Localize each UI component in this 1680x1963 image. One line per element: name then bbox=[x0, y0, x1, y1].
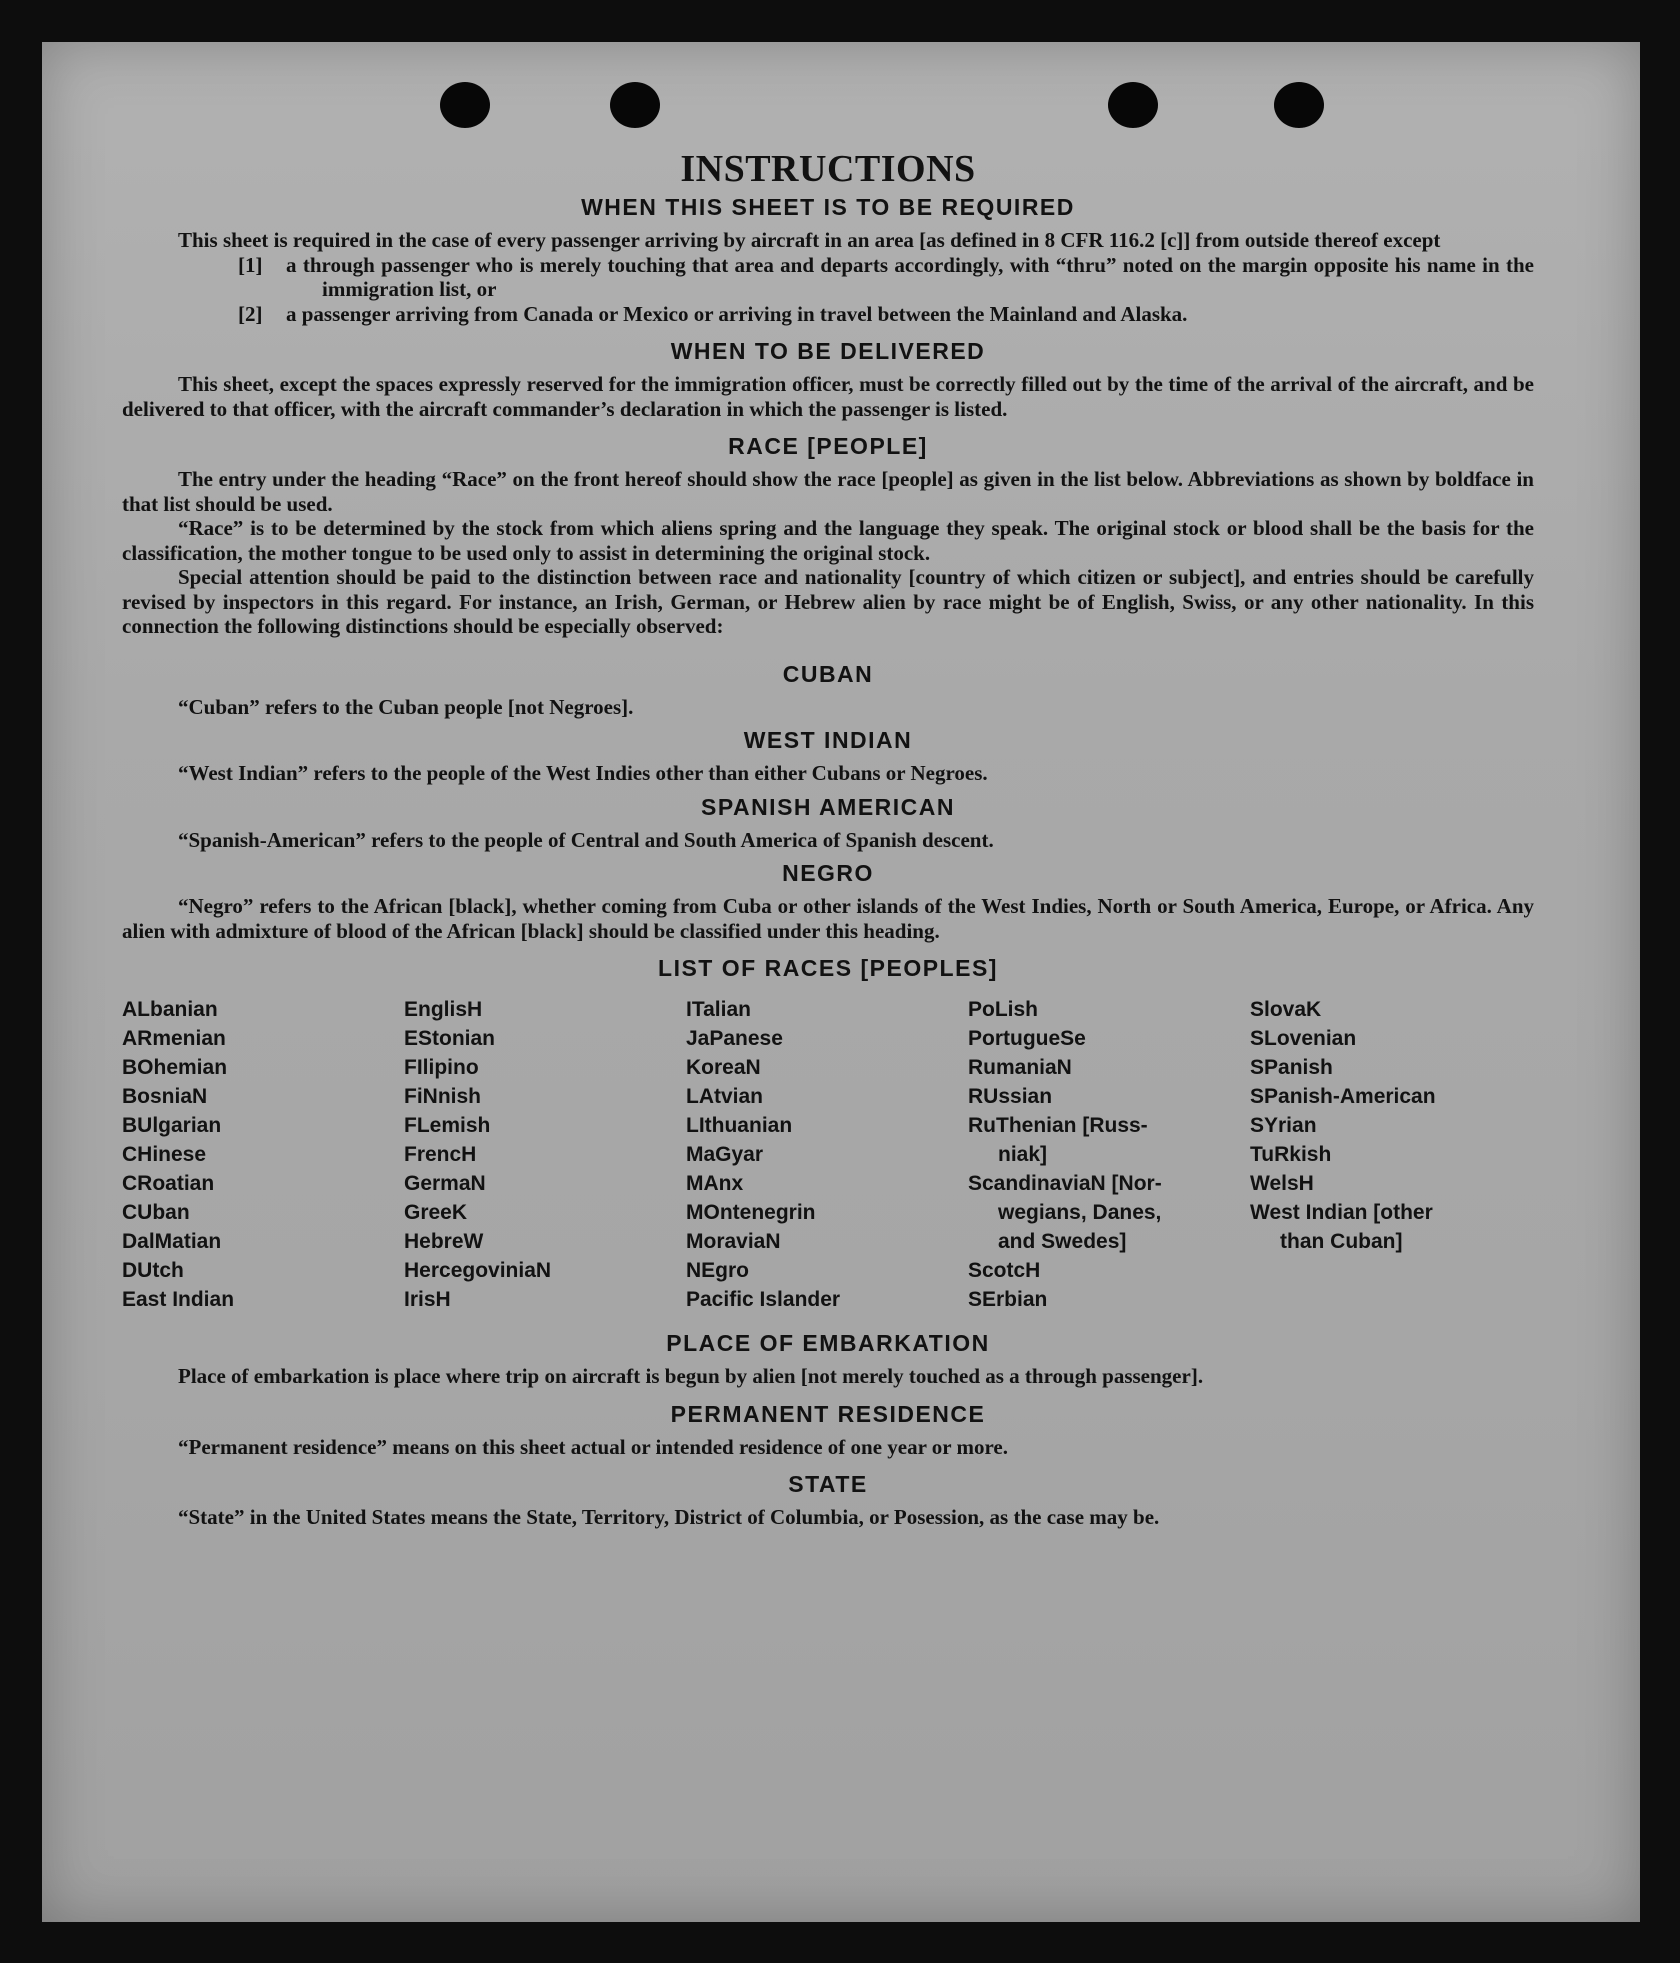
race-entry: CUban bbox=[122, 1201, 190, 1224]
race-entry: MAnx bbox=[686, 1172, 744, 1195]
heading-list-of-races: LIST OF RACES [PEOPLES] bbox=[658, 955, 998, 981]
race-entry: EnglisH bbox=[404, 998, 483, 1021]
race-entry: ALbanian bbox=[122, 998, 218, 1021]
heading-place-of-embarkation: PLACE OF EMBARKATION bbox=[666, 1330, 990, 1356]
race-entry: SlovaK bbox=[1250, 998, 1322, 1021]
race-entry: FLemish bbox=[404, 1114, 491, 1137]
document-sheet bbox=[42, 42, 1640, 1922]
spanish-american-text: “Spanish-American” refers to the people of Central and South America of Spanish descent. bbox=[178, 827, 994, 852]
heading-race: RACE [PEOPLE] bbox=[728, 433, 928, 459]
negro-text: “Negro” refers to the African [black], whether coming from Cuba or other islands of the West Indies, North or South America, Europe, or Africa. Any alien with admixture of blood of the African [black] should be classified under this heading. bbox=[122, 894, 1534, 943]
race-entry: BUlgarian bbox=[122, 1114, 222, 1137]
race-entry: KoreaN bbox=[686, 1056, 761, 1079]
heading-west-indian: WEST INDIAN bbox=[743, 727, 913, 753]
races-column-1 bbox=[122, 995, 404, 1314]
race-entry-continuation: than Cuban] bbox=[1280, 1230, 1403, 1253]
cuban-text: “Cuban” refers to the Cuban people [not Negroes]. bbox=[178, 694, 634, 719]
heading-spanish-american: SPANISH AMERICAN bbox=[700, 793, 955, 820]
race-entry: RuThenian [Russ- bbox=[968, 1114, 1148, 1137]
race-entry: East Indian bbox=[122, 1288, 235, 1311]
heading-when-delivered: WHEN TO BE DELIVERED bbox=[670, 338, 986, 364]
race-entry: NEgro bbox=[686, 1259, 749, 1282]
race-entry: ScandinaviaN [Nor- bbox=[968, 1172, 1162, 1195]
page-title: INSTRUCTIONS bbox=[680, 148, 976, 190]
race-entry: IrisH bbox=[404, 1288, 451, 1311]
race-entry: FrencH bbox=[404, 1143, 477, 1166]
race-entry: GreeK bbox=[404, 1201, 468, 1224]
heading-cuban: CUBAN bbox=[782, 660, 874, 687]
race-entry: Pacific Islander bbox=[686, 1288, 841, 1311]
races-list bbox=[122, 995, 1534, 1314]
race-entry: MOntenegrin bbox=[686, 1201, 816, 1224]
race-entry: FIlipino bbox=[404, 1056, 479, 1079]
race-entry: SLovenian bbox=[1250, 1027, 1357, 1050]
race-entry-continuation: niak] bbox=[998, 1143, 1048, 1166]
race-entry: HercegoviniaN bbox=[404, 1259, 552, 1282]
instructions-body bbox=[122, 146, 1534, 1530]
races-column-2 bbox=[404, 995, 686, 1314]
punch-hole-4 bbox=[1274, 82, 1324, 128]
race-entry: CHinese bbox=[122, 1143, 207, 1166]
race-entry: BOhemian bbox=[122, 1056, 228, 1079]
heading-when-required: WHEN THIS SHEET IS TO BE REQUIRED bbox=[581, 194, 1075, 220]
race-entry: HebreW bbox=[404, 1230, 484, 1253]
race-entry: JaPanese bbox=[686, 1027, 783, 1050]
race-entry: ScotcH bbox=[968, 1259, 1041, 1282]
heading-negro: NEGRO bbox=[782, 860, 874, 886]
race-entry: West Indian [other bbox=[1250, 1201, 1433, 1224]
race-entry: SPanish bbox=[1250, 1056, 1333, 1079]
race-entry: SErbian bbox=[968, 1288, 1048, 1311]
race-entry: LIthuanian bbox=[686, 1114, 793, 1137]
punch-hole-1 bbox=[440, 82, 490, 128]
race-entry-continuation: and Swedes] bbox=[998, 1230, 1127, 1253]
race-entry: SYrian bbox=[1250, 1114, 1317, 1137]
race-entry: RumaniaN bbox=[968, 1056, 1072, 1079]
races-column-4 bbox=[968, 995, 1250, 1314]
state-text: “State” in the United States means the State, Territory, District of Columbia, or Posession, as the case may be. bbox=[178, 1505, 1160, 1529]
west-indian-text: “West Indian” refers to the people of the West Indies other than either Cubans or Negroes. bbox=[178, 761, 988, 785]
race-entry: EStonian bbox=[404, 1027, 496, 1050]
race-paragraph-3: Special attention should be paid to the distinction between race and nationality [country of which citizen or subject], and entries should be carefully revised by inspectors in this regard. For instance, an Irish, German, or Hebrew alien by race might be of English, Swiss, or any other nationality. In this connection the following distinctions should be especially observed: bbox=[122, 565, 1534, 638]
punch-hole-3 bbox=[1108, 82, 1158, 128]
race-entry: ARmenian bbox=[122, 1027, 226, 1050]
residence-text: “Permanent residence” means on this sheet actual or intended residence of one year or more. bbox=[178, 1434, 1008, 1459]
when-delivered-text: This sheet, except the spaces expressly reserved for the immigration officer, must be correctly filled out by the time of the arrival of the aircraft, and be delivered to that officer, with the aircraft commander’s declaration in which the passenger is listed. bbox=[122, 372, 1534, 421]
race-entry: TuRkish bbox=[1250, 1143, 1332, 1166]
exception-item-2: [2] a passenger arriving from Canada or Mexico or arriving in travel between the Mainland and Alaska. bbox=[238, 301, 1188, 326]
race-entry: WelsH bbox=[1250, 1172, 1314, 1195]
exception-item-1: [1] a through passenger who is merely touching that area and departs accordingly, with “thru” noted on the margin opposite his name in the immigration list, or bbox=[238, 252, 1534, 301]
embarkation-text: Place of embarkation is place where trip on aircraft is begun by alien [not merely touched as a through passenger]. bbox=[178, 1364, 1204, 1388]
races-column-5 bbox=[1250, 995, 1534, 1314]
race-entry: DalMatian bbox=[122, 1230, 222, 1253]
race-entry: RUssian bbox=[968, 1085, 1053, 1108]
race-entry: FiNnish bbox=[404, 1085, 481, 1108]
heading-permanent-residence: PERMANENT RESIDENCE bbox=[670, 1400, 986, 1427]
race-entry: MoraviaN bbox=[686, 1230, 781, 1253]
race-paragraph-2: “Race” is to be determined by the stock from which aliens spring and the language they speak. The original stock or blood shall be the basis for the classification, the mother tongue to be used only to assist in determining the original stock. bbox=[122, 516, 1534, 565]
race-entry: SPanish-American bbox=[1250, 1085, 1436, 1108]
race-entry: GermaN bbox=[404, 1172, 486, 1195]
race-entry: PoLish bbox=[968, 998, 1039, 1021]
race-entry-continuation: wegians, Danes, bbox=[998, 1201, 1162, 1224]
race-entry: MaGyar bbox=[686, 1143, 764, 1166]
heading-state: STATE bbox=[788, 1471, 868, 1497]
punch-hole-2 bbox=[610, 82, 660, 128]
race-entry: DUtch bbox=[122, 1259, 184, 1282]
race-entry: ITalian bbox=[686, 998, 751, 1021]
race-paragraph-1: The entry under the heading “Race” on the front hereof should show the race [people] as given in the list below. Abbreviations as shown by boldface in that list should be used. bbox=[122, 467, 1534, 516]
race-entry: BosniaN bbox=[122, 1085, 208, 1108]
race-entry: CRoatian bbox=[122, 1172, 215, 1195]
race-entry: LAtvian bbox=[686, 1085, 764, 1108]
races-column-3 bbox=[686, 995, 968, 1314]
race-entry: PortugueSe bbox=[968, 1027, 1086, 1050]
when-required-intro: This sheet is required in the case of every passenger arriving by aircraft in an area [as defined in 8 CFR 116.2 [c]] from outside thereof except bbox=[178, 228, 1441, 252]
